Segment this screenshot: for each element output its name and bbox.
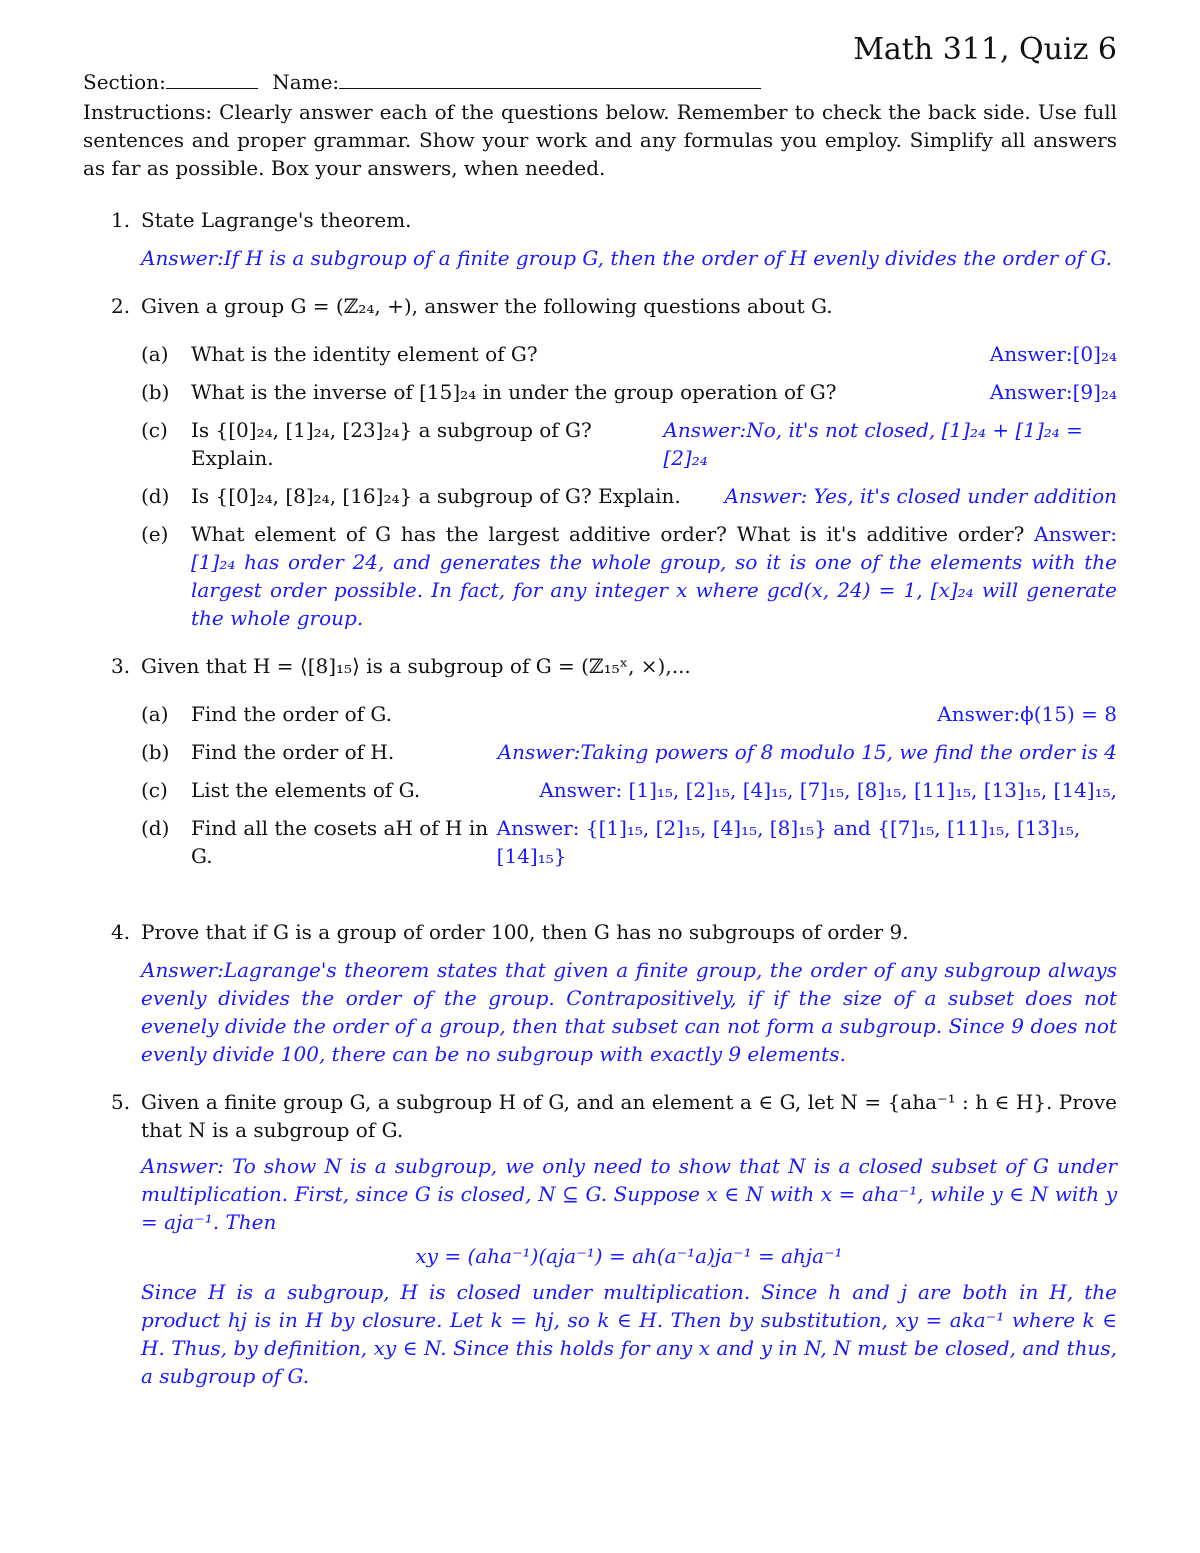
part-text: What is the inverse of [15]₂₄ in under the group operation of G? <box>191 380 837 404</box>
answer-5-equation: xy = (aha⁻¹)(aja⁻¹) = ah(a⁻¹a)ja⁻¹ = ahja⁻¹ <box>415 1244 843 1268</box>
part-text: Find all the cosets aH of H in G. <box>191 816 489 868</box>
answer-5-part-2: Since H is a subgroup, H is closed under multiplication. Since h and j are both in H, the product hj is in H by closure. Let k = hj, so k ∈ H. Then by substitution, xy = aka⁻¹ where k ∈ H. Thus, by definition, xy ∈ N. Since this holds for any x and y in N, N must be closed, and thus, a subgroup of G. <box>141 1280 1117 1388</box>
part-label: (d) <box>141 816 170 840</box>
name-label: Name: <box>272 70 340 94</box>
part-label: (d) <box>141 484 170 508</box>
question-3d <box>83 814 1117 870</box>
question-number: 5. <box>111 1090 131 1114</box>
question-number: 4. <box>111 920 131 944</box>
question-3 <box>83 652 1117 680</box>
question-text: Prove that if G is a group of order 100, then G has no subgroups of order 9. <box>141 920 909 944</box>
question-text: Given that H = ⟨[8]₁₅⟩ is a subgroup of G = (ℤ₁₅ˣ, ×),... <box>141 654 691 678</box>
header-fields <box>83 68 1117 96</box>
part-answer: Answer:ϕ(15) = 8 <box>937 702 1117 726</box>
question-3a <box>83 700 1117 728</box>
part-text: Find the order of H. <box>191 740 395 764</box>
question-text: Given a finite group G, a subgroup H of G, and an element a ∈ G, let N = {aha⁻¹ : h ∈ H}. Prove that N is a subgroup of G. <box>141 1090 1117 1142</box>
part-text: What element of G has the largest additive order? What is it's additive order? <box>191 522 1025 546</box>
name-blank[interactable] <box>339 70 761 89</box>
question-5 <box>83 1088 1117 1144</box>
part-text: Is {[0]₂₄, [8]₂₄, [16]₂₄} a subgroup of G? Explain. <box>191 484 681 508</box>
question-text: State Lagrange's theorem. <box>141 208 412 232</box>
part-label: (b) <box>141 380 170 404</box>
part-answer: Answer: Yes, it's closed under addition <box>724 484 1117 508</box>
part-answer: Answer:[9]₂₄ <box>989 380 1117 404</box>
question-number: 1. <box>111 208 131 232</box>
part-label: (a) <box>141 702 169 726</box>
instructions: Instructions: Clearly answer each of the questions below. Remember to check the back side. Use full sentences and proper grammar. Show your work and any formulas you employ. Simplify all answers as far as possible. Box your answers, when needed. <box>83 100 1117 180</box>
part-text: Find the order of G. <box>191 702 393 726</box>
part-text: List the elements of G. <box>191 778 421 802</box>
answer-4: Answer:Lagrange's theorem states that given a finite group, the order of any subgroup always evenly divides the order of the group. Contrapositively, if if the size of a subset does not evenely divide the order of a group, then that subset can not form a subgroup. Since 9 does not evenly divide 100, there can be no subgroup with exactly 9 elements. <box>141 958 1117 1066</box>
page-title: Math 311, Quiz 6 <box>853 32 1117 67</box>
question-2c <box>83 416 1117 472</box>
question-2e <box>83 520 1117 632</box>
quiz-page <box>83 30 1117 1390</box>
part-label: (a) <box>141 342 169 366</box>
answer-1: Answer:If H is a subgroup of a finite group G, then the order of H evenly divides the order of G. <box>141 246 1112 270</box>
question-number: 3. <box>111 654 131 678</box>
question-number: 2. <box>111 294 131 318</box>
question-4 <box>83 918 1117 946</box>
part-label: (c) <box>141 418 168 442</box>
part-answer: Answer: [1]₁₅, [2]₁₅, [4]₁₅, [7]₁₅, [8]₁₅, [11]₁₅, [13]₁₅, [14]₁₅, <box>539 778 1117 802</box>
question-3c <box>83 776 1117 804</box>
part-label: (b) <box>141 740 170 764</box>
question-2d <box>83 482 1117 510</box>
part-answer: Answer:[0]₂₄ <box>989 342 1117 366</box>
question-1 <box>83 206 1117 234</box>
part-answer: Answer:Taking powers of 8 modulo 15, we find the order is 4 <box>497 740 1117 764</box>
question-2b <box>83 378 1117 406</box>
question-2 <box>83 292 1117 320</box>
part-answer: Answer: {[1]₁₅, [2]₁₅, [4]₁₅, [8]₁₅} and {[7]₁₅, [11]₁₅, [13]₁₅, [14]₁₅} <box>496 816 1081 868</box>
part-label: (c) <box>141 778 168 802</box>
question-2a <box>83 340 1117 368</box>
part-answer: [1]₂₄ has order 24, and generates the whole group, so it is one of the elements with the largest order possible. In fact, for any integer x where gcd(x, 24) = 1, [x]₂₄ will generate the whole group. <box>191 550 1117 630</box>
question-3b <box>83 738 1117 766</box>
part-text: Is {[0]₂₄, [1]₂₄, [23]₂₄} a subgroup of G? Explain. <box>191 418 592 470</box>
question-text: Given a group G = (ℤ₂₄, +), answer the following questions about G. <box>141 294 833 318</box>
section-blank[interactable] <box>166 70 258 89</box>
answer-5-part-1: Answer: To show N is a subgroup, we only need to show that N is a closed subset of G under multiplication. First, since G is closed, N ⊆ G. Suppose x ∈ N with x = aha⁻¹, while y ∈ N with y = aja⁻¹. Then <box>141 1154 1117 1234</box>
part-answer: Answer:No, it's not closed, [1]₂₄ + [1]₂₄ = [2]₂₄ <box>663 418 1083 470</box>
part-answer-lead: Answer: <box>1034 522 1118 546</box>
part-label: (e) <box>141 522 169 546</box>
section-label: Section: <box>83 70 166 94</box>
part-text: What is the identity element of G? <box>191 342 538 366</box>
